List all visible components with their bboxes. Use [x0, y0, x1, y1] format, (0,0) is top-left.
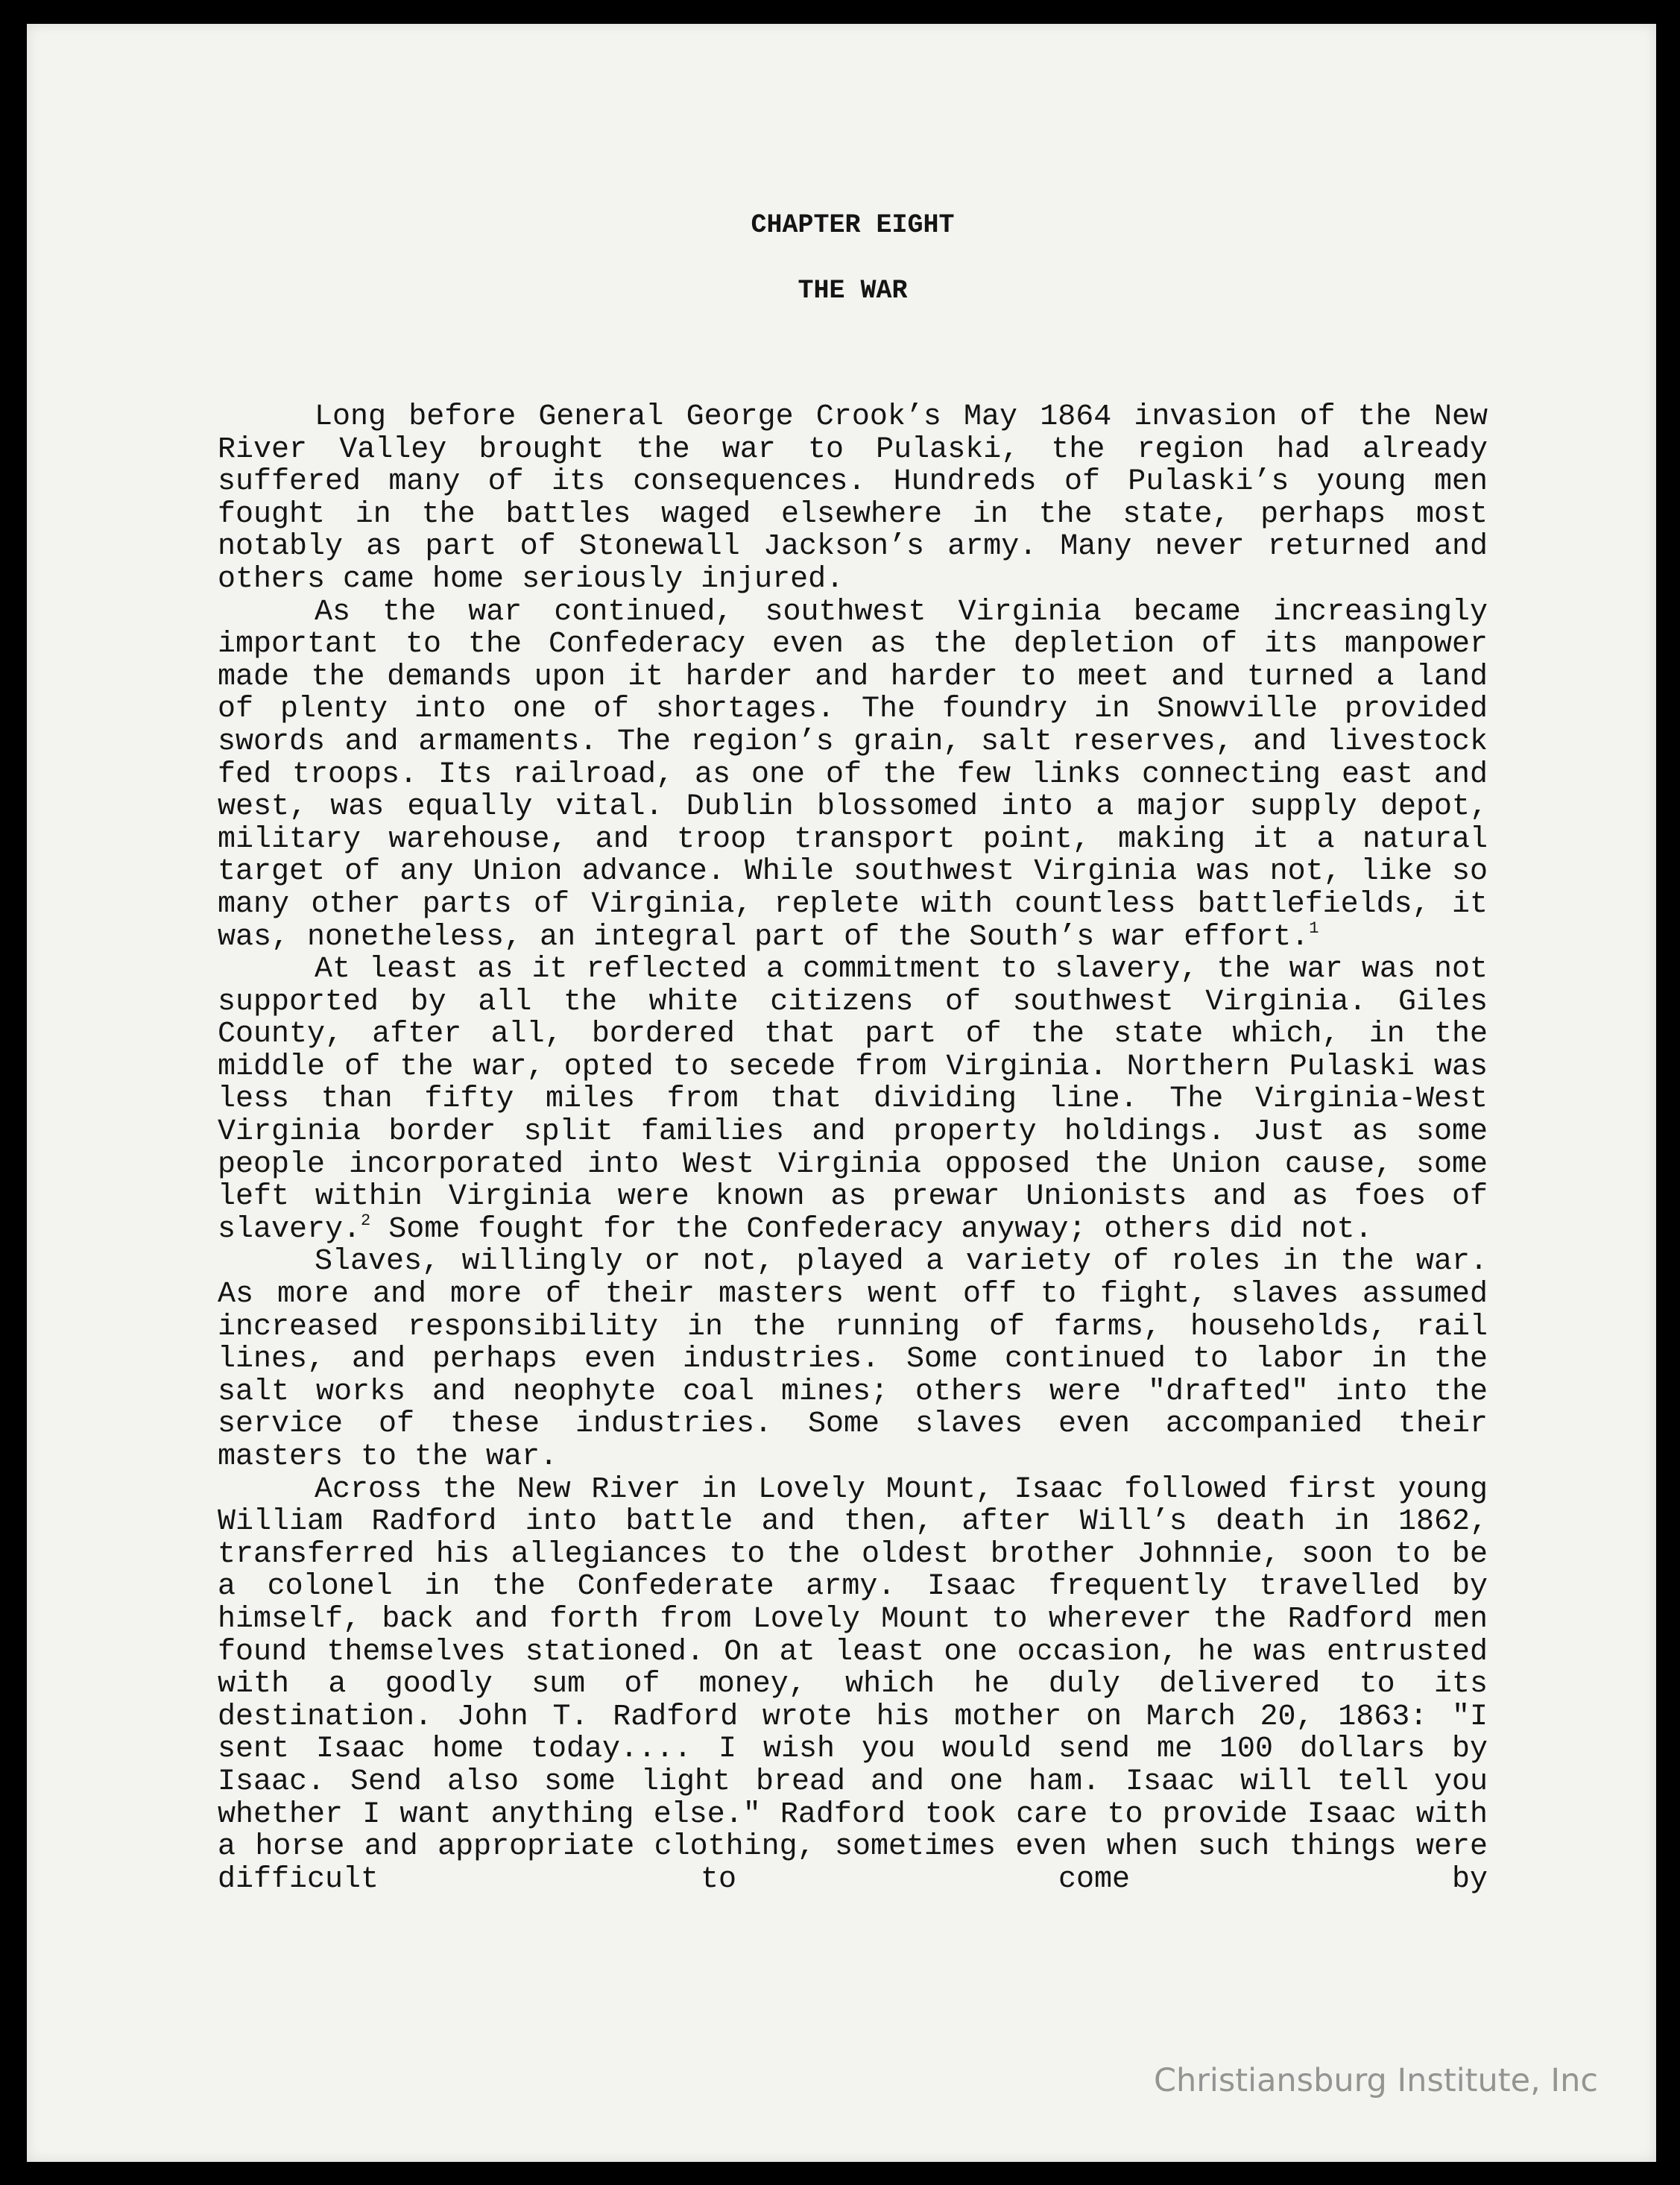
paragraph-text: Slaves, willingly or not, played a variety of roles in the war. As more and more of their masters went off to fight, slaves assumed increased responsibility in the running of farms, households, rail lines, and perhaps even industries. Some continued to labor in the salt works and neophyte coal mines; others were "drafted" into the service of these industries. Some slaves even accompanied their masters to the war.	[218, 1245, 1488, 1474]
paragraph-5	[218, 1474, 1488, 1896]
paragraph-text: As the war continued, southwest Virginia became increasingly important to the Confederacy even as the depletion of its manpower made the demands upon it harder and harder to meet and turned a land of plenty into one of shortages. The foundry in Snowville provided swords and armaments. The region’s grain, salt reserves, and livestock fed troops. Its railroad, as one of the few links connecting east and west, was equally vital. Dublin blossomed into a major supply depot, military warehouse, and troop transport point, making it a natural target of any Union advance. While southwest Virginia was not, like so many other parts of Virginia, replete with countless battlefields, it was, nonetheless, an integral part of the South’s war effort.	[218, 595, 1488, 954]
footnote-marker: 1	[1309, 918, 1319, 938]
chapter-heading: CHAPTER EIGHT	[751, 210, 955, 240]
text-block	[218, 210, 1488, 1896]
paragraph-4	[218, 1246, 1488, 1473]
watermark: Christiansburg Institute, Inc	[1153, 2062, 1598, 2099]
document-page	[27, 24, 1656, 2162]
chapter-body	[218, 401, 1488, 1896]
paragraph-text: Across the New River in Lovely Mount, Isaac followed first young William Radford into battle and then, after Will’s death in 1862, transferred his allegiances to the oldest brother Johnnie, soon to be a colonel in the Confederate army. Isaac frequently travelled by himself, back and forth from Lovely Mount to wherever the Radford men found themselves stationed. On at least one occasion, he was entrusted with a goodly sum of money, which he duly delivered to its destination. John T. Radford wrote his mother on March 20, 1863: "I sent Isaac home today.... I wish you would send me 100 dollars by Isaac. Send also some light bread and one ham. Isaac will tell you whether I want anything else." Radford took care to provide Isaac with a horse and appropriate clothing, sometimes even when such things were difficult to come by	[218, 1472, 1488, 1896]
paragraph-2	[218, 596, 1488, 954]
chapter-title: THE WAR	[798, 276, 908, 306]
paragraph-text-continued: Some fought for the Confederacy anyway; others did not.	[370, 1212, 1373, 1246]
paragraph-1	[218, 401, 1488, 596]
paragraph-text: Long before General George Crook’s May 1864 invasion of the New River Valley brought the war to Pulaski, the region had already suffered many of its consequences. Hundreds of Pulaski’s young men fought in the battles waged elsewhere in the state, perhaps most notably as part of Stonewall Jackson’s army. Many never returned and others came home seriously injured.	[218, 400, 1488, 596]
paragraph-3	[218, 953, 1488, 1246]
footnote-marker: 2	[361, 1211, 371, 1230]
paragraph-text: At least as it reflected a commitment to slavery, the war was not supported by all the white citizens of southwest Virginia. Giles County, after all, bordered that part of the state which, in the middle of the war, opted to secede from Virginia. Northern Pulaski was less than fifty miles from that dividing line. The Virginia-West Virginia border split families and property holdings. Just as some people incorporated into West Virginia opposed the Union cause, some left within Virginia were known as prewar Unionists and as foes of slavery.	[218, 953, 1488, 1246]
